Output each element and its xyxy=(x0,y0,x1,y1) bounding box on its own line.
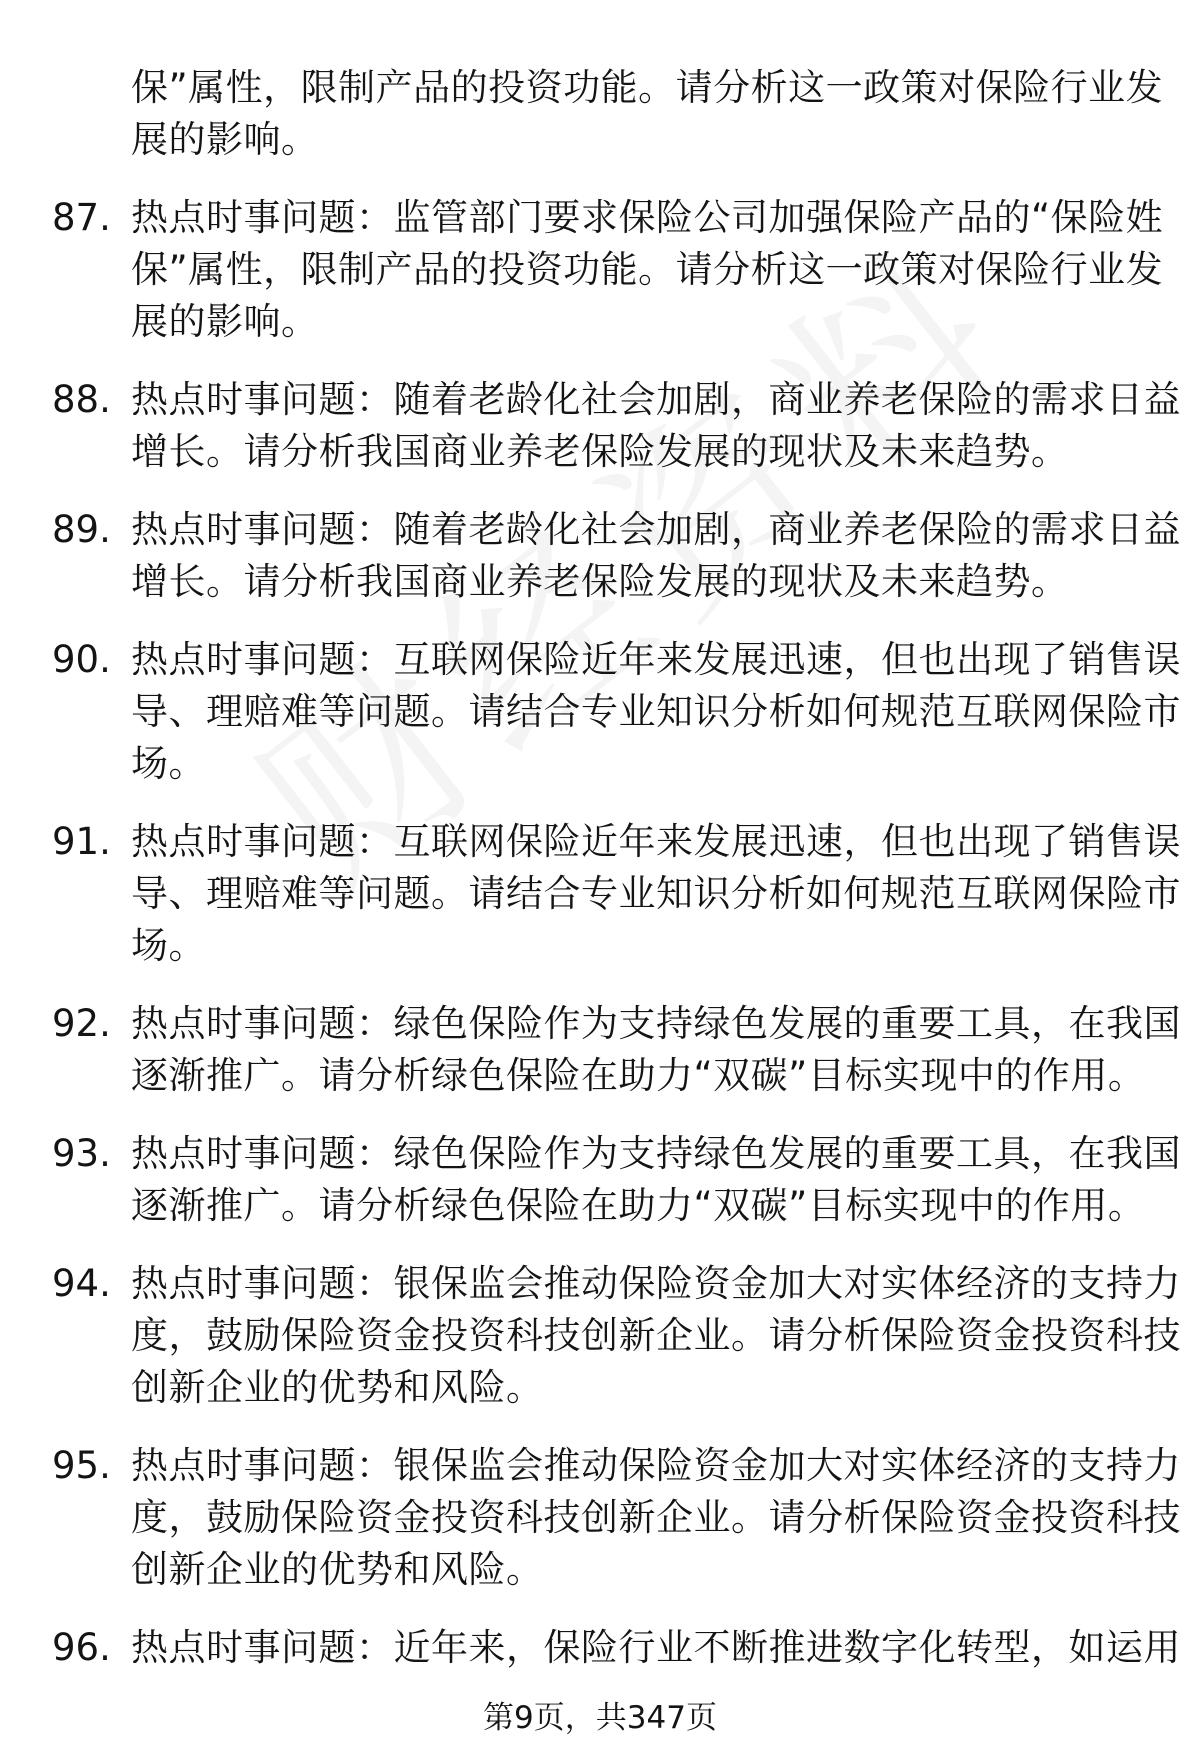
question-text-line: 创新企业的优势和风险。 xyxy=(131,1548,544,1591)
question-text-line: 热点时事问题：银保监会推动保险资金加大对实体经济的支持力 xyxy=(131,1444,1181,1487)
question-text-line: 场。 xyxy=(131,742,206,785)
question-text-line: 热点时事问题：随着老龄化社会加剧，商业养老保险的需求日益 xyxy=(131,508,1181,551)
question-text-line: 度，鼓励保险资金投资科技创新企业。请分析保险资金投资科技 xyxy=(131,1496,1181,1539)
question-number: 96. xyxy=(52,1626,111,1669)
intro-line: 保”属性，限制产品的投资功能。请分析这一政策对保险行业发 xyxy=(131,66,1164,109)
question-number: 91. xyxy=(52,820,111,863)
question-number: 94. xyxy=(52,1262,111,1305)
question-text-line: 热点时事问题：监管部门要求保险公司加强保险产品的“保险姓 xyxy=(131,196,1164,239)
question-number: 89. xyxy=(52,508,111,551)
question-number: 87. xyxy=(52,196,111,239)
question-text-line: 展的影响。 xyxy=(131,300,319,343)
question-text-line: 逐渐推广。请分析绿色保险在助力“双碳”目标实现中的作用。 xyxy=(131,1184,1146,1227)
question-text-line: 热点时事问题：随着老龄化社会加剧，商业养老保险的需求日益 xyxy=(131,378,1181,421)
question-text-line: 热点时事问题：银保监会推动保险资金加大对实体经济的支持力 xyxy=(131,1262,1181,1305)
question-text-line: 增长。请分析我国商业养老保险发展的现状及未来趋势。 xyxy=(131,430,1069,473)
question-text-line: 导、理赔难等问题。请结合专业知识分析如何规范互联网保险市 xyxy=(131,690,1181,733)
question-text-line: 场。 xyxy=(131,924,206,967)
question-text-line: 热点时事问题：绿色保险作为支持绿色发展的重要工具，在我国 xyxy=(131,1132,1181,1175)
question-text-line: 增长。请分析我国商业养老保险发展的现状及未来趋势。 xyxy=(131,560,1069,603)
question-text-line: 热点时事问题：互联网保险近年来发展迅速，但也出现了销售误 xyxy=(131,638,1181,681)
question-text-line: 热点时事问题：互联网保险近年来发展迅速，但也出现了销售误 xyxy=(131,820,1181,863)
question-text-line: 度，鼓励保险资金投资科技创新企业。请分析保险资金投资科技 xyxy=(131,1314,1181,1357)
question-text-line: 保”属性，限制产品的投资功能。请分析这一政策对保险行业发 xyxy=(131,248,1164,291)
question-text-line: 创新企业的优势和风险。 xyxy=(131,1366,544,1409)
question-number: 90. xyxy=(52,638,111,681)
question-text-line: 热点时事问题：绿色保险作为支持绿色发展的重要工具，在我国 xyxy=(131,1002,1181,1045)
question-number: 88. xyxy=(52,378,111,421)
question-number: 95. xyxy=(52,1444,111,1487)
question-text-line: 热点时事问题：近年来，保险行业不断推进数字化转型，如运用 xyxy=(131,1626,1181,1669)
question-number: 93. xyxy=(52,1132,111,1175)
intro-line: 展的影响。 xyxy=(131,118,319,161)
question-text-line: 导、理赔难等问题。请结合专业知识分析如何规范互联网保险市 xyxy=(131,872,1181,915)
question-text-line: 逐渐推广。请分析绿色保险在助力“双碳”目标实现中的作用。 xyxy=(131,1054,1146,1097)
question-number: 92. xyxy=(52,1002,111,1045)
page-footer: 第9页，共347页 xyxy=(483,1700,717,1736)
